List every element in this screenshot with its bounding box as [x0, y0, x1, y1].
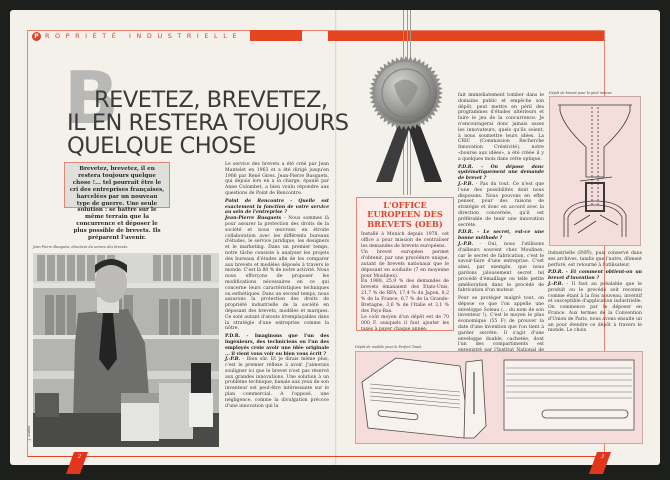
question-2: P.D.R. - Imaginons que l'un des ingénieurs, des techniciens ou l'un des employés croie avoir une idée originale ... il vient vous voir ou bien vous écrit ? — [225, 334, 329, 357]
intro-paragraph: Le service des brevets a été créé par Jean Mantelet en 1963 et a été dirigé jusqu'en 1986 par René Gires. Jean-Pierre Busquets, qui depuis lors en a la charge, épaulé par Anne Colombet, a bien voulu répondre aux questions de Point de Rencontre. — [225, 162, 329, 196]
answer-3-speaker: J.-P.B. — [458, 181, 474, 187]
accent-band-right — [328, 31, 604, 41]
question-1: Point de Rencontre - Quelle est exactement la fonction de votre service au sein de l'entreprise ? — [225, 198, 329, 216]
answer-2-speaker: J.-P.B. — [225, 357, 241, 363]
answer-3: - Pas du tout. Ce n'est que l'une des possibilités dont nous disposons. Nous pouvons en effet penser, pour des raisons de stratégie et donc en accord avec la direction concernée, qu'il est préférable de tenir une innovation secrète. — [458, 181, 544, 228]
page-number-right: 3 — [589, 452, 611, 474]
headline — [67, 89, 349, 158]
patent-drawing-mixer — [549, 96, 641, 246]
photo-scene — [33, 253, 219, 447]
question-5: P.D.R. - Et comment obtient-on un brevet d'invention ? — [548, 270, 642, 282]
page-number-left: 2 — [66, 452, 88, 474]
oeb-paragraph: Installé à Munich depuis 1978, cet office a pour mission de centraliser les demandes de brevets européens. — [361, 232, 449, 250]
patent-drawing-toaster — [355, 351, 643, 444]
oeb-sidebar-box — [356, 197, 454, 331]
photo-caption: Jean-Pierre Busquets, directeur du service des brevets. — [33, 245, 129, 249]
right-paragraph-1: Industrielle (INPI), puis conservé dans ses archives, tandis que l'autre, dûment perforé, est retourné à l'utilisateur. — [548, 251, 642, 268]
portrait-photo — [33, 253, 219, 447]
middle-paragraph-1: fait immédiatement tomber dans le domaine public et empêche son dépôt, peut mettre en péril des programmes d'études ultérieurs et faire le jeu de la concurrence. Je n'encouragerai donc jamais assez les innovateurs, quels qu'ils soient, à nous soumettre leurs idées. La CRIC (Commission Recherche Innovation Créativité), notre «bourse aux idées», a été créée il y a quelques mois dans cette optique. — [458, 93, 544, 162]
oeb-title: L'OFFICE EUROPEEN DES BREVETS (OEB) — [367, 200, 443, 229]
toaster-drawing-icon — [356, 352, 642, 443]
photo-credit: J. Audiot — [27, 425, 31, 440]
headline-line-1: REVETEZ, BREVETEZ, — [94, 87, 328, 113]
accent-band-left — [250, 30, 302, 41]
lede-box: Brevetez, brevetez, il en restera toujours quelque chose !... tel pourrait être le cri des entreprises françaises, harcelées par un nouveau type de guerre. Une seule solution : se battre sur le même terrain que la concurrence et déposer le plus possible de brevets. Ils préparent l'avenir. — [64, 162, 170, 208]
answer-4-speaker: J.-P.B. — [458, 241, 474, 247]
oeb-paragraph: Le coût moyen d'un dépôt est de 70 000 F, auxquels il faut ajouter les taxes à payer chaque année. — [361, 314, 449, 332]
mixer-drawing-icon — [550, 97, 640, 245]
figure-caption: Dépôt de brevet pour le pied mixeur. — [549, 91, 613, 95]
headline-line-3: QUELQUE CHOSE — [67, 133, 256, 159]
answer-5: - Il faut au préalable que le produit ou le procédé soit reconnu comme étant à la fois nouveau, inventif et susceptible d'application industrielle. On commence par le déposer en France. Aux termes de la Convention d'Union de Paris, nous avons ensuite un an pour étendre ce dépôt à travers le monde. Le choix — [548, 281, 642, 334]
oeb-paragraph: En 1988, 25,9 % des demandes de brevets émanaient des Etats-Unis, 21,7 % de RFA, 17,4 % du Japon, 8,2 % de la France, 6,7 % de la Grande-Bretagne, 3,6 % de l'Italie et 3,1 % des Pays-Bas. — [361, 279, 449, 314]
wax-seal-icon — [368, 55, 444, 131]
question-4: P.D.R. - Le secret, est-ce une bonne méthode ? — [458, 230, 544, 242]
answer-1-speaker: Jean-Pierre Busquets — [225, 216, 282, 222]
answer-2: - Bien sûr. Et je dirais même plus, c'est le premier réflexe à avoir. J'aimerais souligner ici que le brevet n'est pas réservé aux grandes innovations. Une solution à un problème technique, banale aux yeux de son inventeur est peut-être intéressante sur le plan commercial. A l'opposé, une négligence, comme la divulgation précoce d'une innovation qui la — [225, 357, 329, 409]
answer-1: - Nous sommes là pour assurer la protection des droits de la société et nous œuvrons en étroite collaboration avec les différents bureaux d'études, le service juridique, les designers et le marketing. Dans un premier temps, notre tâche consiste à analyser les projets des bureaux d'études afin de les comparer aux brevets et modèles déposés à travers le monde. C'est là 80 % de notre activité. Nous nous efforçons de proposer les modifications nécessaires en ce qui concerne leurs caractéristiques techniques ou esthétiques. Dans un second temps, nous assurons la protection des droits de propriété industrielle de la société en déposant des brevets, modèles et marques. Ce sont autant d'atouts irremplaçables dans la stratégie d'une entreprise comme la nôtre. — [225, 216, 330, 332]
answer-4: - Oui, nous l'utilisons d'ailleurs souvent chez Moulinex, car le secret de fabrication, c'est le savoir-faire d'une entreprise. C'est ainsi, par exemple, que nous gardons jalousement secret tel procédé d'émaillage ou telle petite amélioration dans le procédé de fabrication d'un moteur. — [458, 241, 544, 294]
middle-paragraph-5: Pour se protéger malgré tout, on dépose ce que l'on appelle une enveloppe Soleau (... du nom de son inventeur !). C'est le moyen le plus économique (55 F) de prouver la date d'une invention que l'on tient à garder secrète. Il s'agit d'une enveloppe double, cachetée, dont l'un des compartiments est — [458, 296, 544, 348]
right-article-column — [548, 251, 642, 351]
rubric-label: ROPRIÉTÉ INDUSTRIELLE — [45, 32, 243, 40]
middle-article-column — [458, 93, 544, 348]
headline-line-2: IL EN RESTERA TOUJOURS — [67, 110, 349, 136]
bottom-figure-caption: Dépôt de modèle pour le Perfect Toast. — [355, 345, 423, 349]
left-article-column — [225, 162, 329, 454]
question-3: P.D.R. - On dépose donc systématiquement une demande de brevet ? — [458, 164, 544, 182]
answer-5-speaker: J.-P.B. — [548, 281, 564, 287]
section-rubric — [32, 30, 242, 42]
oeb-paragraph: Un brevet européen permet d'obtenir, par une procédure unique, autant de brevets nationaux que le déposant en souhaite (7 en moyenne pour Moulinex). — [361, 249, 449, 279]
rubric-initial-badge: P — [32, 32, 41, 41]
headline-dropcap: B — [64, 56, 119, 140]
